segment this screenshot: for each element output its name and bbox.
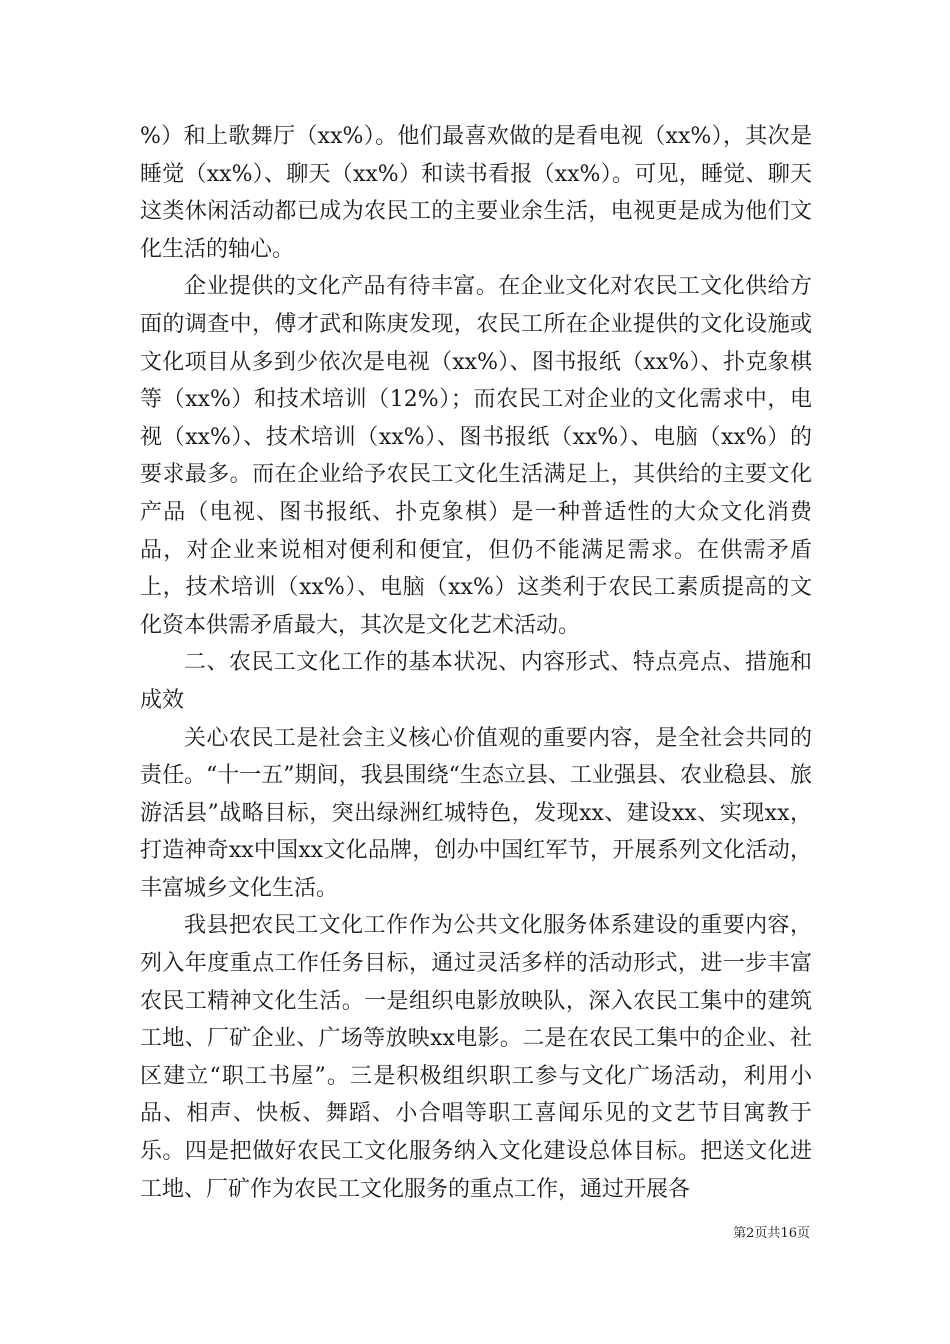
paragraph-4: 我县把农民工文化工作作为公共文化服务体系建设的重要内容，列入年度重点工作任务目标，通过灵活多样的活动形式，进一步丰富农民工精神文化生活。一是组织电影放映队，深入农民工集中的建筑工地、厂矿企业、广场等放映xx电影。二是在农民工集中的企业、社区建立“职工书屋”。三是积极组织职工参与文化广场活动，利用小品、相声、快板、舞蹈、小合唱等职工喜闻乐见的文艺节目寓教于乐。四是把做好农民工文化服务纳入文化建设总体目标。把送文化进工地、厂矿作为农民工文化服务的重点工作，通过开展各 bbox=[140, 913, 812, 1202]
body-text bbox=[140, 118, 812, 1208]
paragraph-3: 关心农民工是社会主义核心价值观的重要内容，是全社会共同的责任。“十一五”期间，我县围绕“生态立县、工业强县、农业稳县、旅游活县”战略目标，突出绿洲红城特色，发现xx、建设xx、实现xx，打造神奇xx中国xx文化品牌，创办中国红军节，开展系列文化活动，丰富城乡文化生活。 bbox=[140, 725, 812, 901]
page-number-footer: 第2页共16页 bbox=[733, 1226, 810, 1241]
paragraph-2: 企业提供的文化产品有待丰富。在企业文化对农民工文化供给方面的调查中，傅才武和陈庚发现，农民工所在企业提供的文化设施或文化项目从多到少依次是电视（xx%）、图书报纸（xx%）、扑克象棋等（xx%）和技术培训（12%）；而农民工对企业的文化需求中，电视（xx%）、技术培训（xx%）、图书报纸（xx%）、电脑（xx%）的要求最多。而在企业给予农民工文化生活满足上，其供给的主要文化产品（电视、图书报纸、扑克象棋）是一种普适性的大众文化消费品，对企业来说相对便利和便宜，但仍不能满足需求。在供需矛盾上，技术培训（xx%）、电脑（xx%）这类利于农民工素质提高的文化资本供需矛盾最大，其次是文化艺术活动。 bbox=[140, 274, 812, 638]
paragraph-1: %）和上歌舞厅（xx%）。他们最喜欢做的是看电视（xx%），其次是睡觉（xx%）、聊天（xx%）和读书看报（xx%）。可见，睡觉、聊天这类休闲活动都已成为农民工的主要业余生活，电视更是成为他们文化生活的轴心。 bbox=[140, 124, 812, 262]
section-heading: 二、农民工文化工作的基本状况、内容形式、特点亮点、措施和成效 bbox=[140, 650, 812, 713]
